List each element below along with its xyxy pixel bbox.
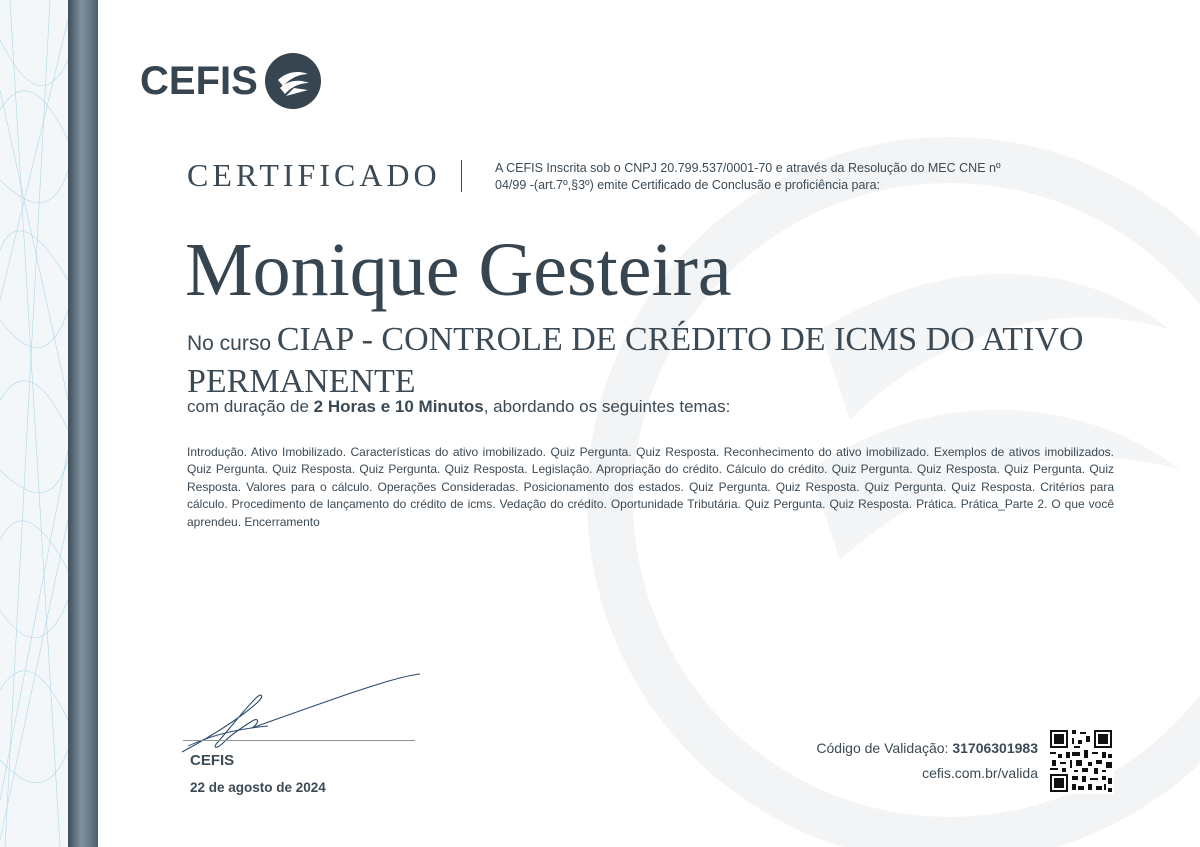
certificate-intro: A CEFIS Inscrita sob o CNPJ 20.799.537/0001-70 e através da Resolução do MEC CNE nº 04/99 -(art.7º,§3º) emite Certificado de Conclusão e proficiência para:: [495, 161, 1001, 192]
duration-prefix: com duração de: [187, 397, 314, 416]
signature-line: [183, 740, 415, 741]
validation-code-line: [816, 740, 1038, 756]
decorative-pattern: [0, 0, 68, 847]
topics-list: Introdução. Ativo Imobilizado. Características do ativo imobilizado. Quiz Pergunta. Quiz Resposta. Reconhecimento do ativo imobilizado. Exemplos de ativos imobilizados. Quiz Pergunta. Quiz Resposta. Quiz Pergunta. Quiz Resposta. Legislação. Apropriação do crédito. Cálculo do crédito. Quiz Pergunta. Quiz Resposta. Quiz Pergunta. Quiz Resposta. Valores para o cálculo. Operações Consideradas. Posicionamento dos estados. Quiz Pergunta. Quiz Resposta. Quiz Pergunta. Quiz Resposta. Critérios para cálculo. Procedimento de lançamento do crédito de icms. Vedação do crédito. Oportunidade Tributária. Quiz Pergunta. Quiz Resposta. Prática. Prática_Parte 2. O que você aprendeu. Encerramento: [187, 445, 1114, 529]
duration-line: [187, 397, 730, 417]
certificate-title: CERTIFICADO: [187, 157, 441, 193]
watermark-logo: [480, 0, 1200, 847]
signer-name: CEFIS: [190, 752, 235, 769]
issue-date: 22 de agosto de 2024: [190, 780, 326, 795]
validation-block: [816, 740, 1038, 781]
title-divider: [461, 160, 462, 192]
signature-image: [178, 668, 428, 758]
logo-text: CEFIS: [140, 58, 258, 103]
book-icon: [264, 52, 322, 110]
cefis-logo: [140, 52, 322, 110]
duration-value: 2 Horas e 10 Minutos: [313, 397, 484, 416]
duration-suffix: , abordando os seguintes temas:: [483, 397, 731, 416]
course-name: CIAP - CONTROLE DE CRÉDITO DE ICMS DO ATIVO PERMANENTE: [187, 321, 1084, 400]
qr-code[interactable]: [1048, 728, 1114, 794]
course-prefix: No curso: [187, 332, 277, 355]
student-name: Monique Gesteira: [185, 228, 732, 312]
validation-label: Código de Validação:: [816, 740, 953, 756]
validation-url[interactable]: cefis.com.br/valida: [922, 765, 1038, 781]
course-line: [187, 322, 1127, 406]
validation-code: 31706301983: [952, 740, 1038, 756]
side-bar: [68, 0, 98, 847]
